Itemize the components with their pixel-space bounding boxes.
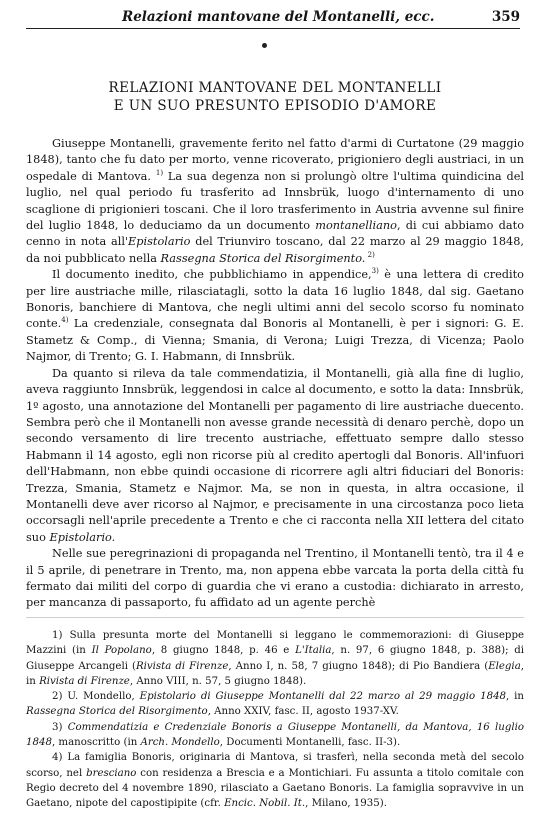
page-number: 359 <box>491 9 520 25</box>
article-title-line-2: E UN SUO PRESUNTO EPISODIO D'AMORE <box>113 98 437 114</box>
footnote-divider <box>26 617 524 618</box>
footnote-4: 4) La famiglia Bonoris, originaria di Mantova, si trasferì, nella seconda metà del secolo scorso, nel bresciano con residenza a Brescia e a Montichiari. Fu assunta a titolo comitale con Regio decreto del 4 novembre 1890, rilasciato a Gaetano Bonoris. La famiglia sopravvive in un Gaetano, nipote del capostipipite (cfr. Encic. Nobil. It., Milano, 1935). <box>26 752 524 810</box>
footnote-ref-2: 2) <box>365 251 375 260</box>
paragraph-2: Il documento inedito, che pubblichiamo in appendice,$^{3)}$ è una lettera di credito per lire austriache mille, rilasciatagli, sotto la data 16 luglio 1848, dal sig. Gaetano Bonoris, banchiere di Mantova, che negli ultimi anni del secolo scorso fu nominato conte.$^{4)}$ La credenziale, consegnata dal Bonoris al Montanelli, è per i signori: G. E. Stametz & Comp., di Vienna; Smania, di Verona; Luigi Trezza, di Vicenza; Paolo Najmor, di Trento; G. I. Habmann, di Innsbrük. <box>26 267 524 364</box>
paragraph-4: Nelle sue peregrinazioni di propaganda nel Trentino, il Montanelli tentò, tra il 4 e il 5 aprile, di penetrare in Trento, ma, non appena ebbe varcata la porta della città fu fermato dai militi del corpo di guardia che vi erano a custodia: dichiarato in arresto, per mancanza di passaporto, fu affidato ad un agente perchè <box>26 547 524 610</box>
footnote-ref-1: 1) <box>155 169 164 178</box>
paragraph-1: Giuseppe Montanelli, gravemente ferito nel fatto d'armi di Curtatone (29 maggio 1848), tanto che fu dato per morto, venne ricoverato, prigioniero degli austriaci, in un ospedale di Mantova. $^{1)}$ La sua degenza non si prolungò oltre l'ultima quindicina del luglio, nel qual periodo fu trasferito ad Innsbrük, luogo d'internamento di uno scaglione di prigionieri toscani. Che il loro trasferimento in Austria avvenne sul finire del luglio 1848, lo deduciamo da un documento montanelliano, di cui abbiamo dato cenno in nota all'Epistolario del Triunviro toscano, dal 22 marzo al 29 maggio 1848, da noi pubblicato nella Rassegna Storica del Risorgimento. $^{2)}$ <box>26 137 524 265</box>
running-title: Relazioni mantovane del Montanelli, ecc. <box>122 9 435 25</box>
footnote-ref-3: 3) <box>371 267 379 276</box>
footnote-2: 2) U. Mondello, Epistolario di Giuseppe Montanelli dal 22 marzo al 29 maggio 1848, in Rassegna Storica del Risorgimento, Anno XXIV, fasc. II, agosto 1937-XV. <box>26 691 524 718</box>
footnote-ref-4: 4) <box>61 316 69 325</box>
article-body <box>26 136 524 612</box>
footnote-1: 1) Sulla presunta morte del Montanelli si leggano le commemorazioni: di Giuseppe Mazzini (in Il Popolano, 8 giugno 1848, p. 46 e L'Italia, n. 97, 6 giugno 1848, p. 388); di Giuseppe Arcangeli (Rivista di Firenze, Anno I, n. 58, 7 giugno 1848); di Pio Bandiera (Elegia, in Rivista di Firenze, Anno VIII, n. 57, 5 giugno 1848). <box>26 630 525 687</box>
article-title-line-1: RELAZIONI MANTOVANE DEL MONTANELLI <box>108 80 442 96</box>
ornament-dot <box>262 43 267 48</box>
footnote-3: 3) Commendatizia e Credenziale Bonoris a Giuseppe Montanelli, da Mantova, 16 luglio 1848, manoscritto (in Arch. Mondello, Documenti Montanelli, fasc. II-3). <box>26 721 524 749</box>
footnotes <box>26 628 524 812</box>
paragraph-3: Da quanto si rileva da tale commendatizia, il Montanelli, già alla fine di luglio, aveva raggiunto Innsbrük, leggendosi in calce al documento, e sotto la data: Innsbrük, 1º agosto, una annotazione del Montanelli per pagamento di lire austriache duecento. Sembra però che il Montanelli non avesse grande necessità di denaro perchè, dopo un secondo versamento di lire trecento austriache, effettuato sempre dallo stesso Habmann il 14 agosto, egli non ricorse più al credito apertogli dal Bonoris. All'infuori dell'Habmann, non ebbe quindi occasione di ricorrere agli altri fiduciari del Bonoris: Trezza, Smania, Stametz e Najmor. Ma, se non in questa, in altra occasione, il Montanelli deve aver ricorso al Najmor, e precisamente in una circostanza poco lieta occorsagli nell'aprile precedente a Trento e che ci racconta nella XII lettera del citato suo Epistolario. <box>26 366 524 544</box>
running-header <box>26 6 520 29</box>
